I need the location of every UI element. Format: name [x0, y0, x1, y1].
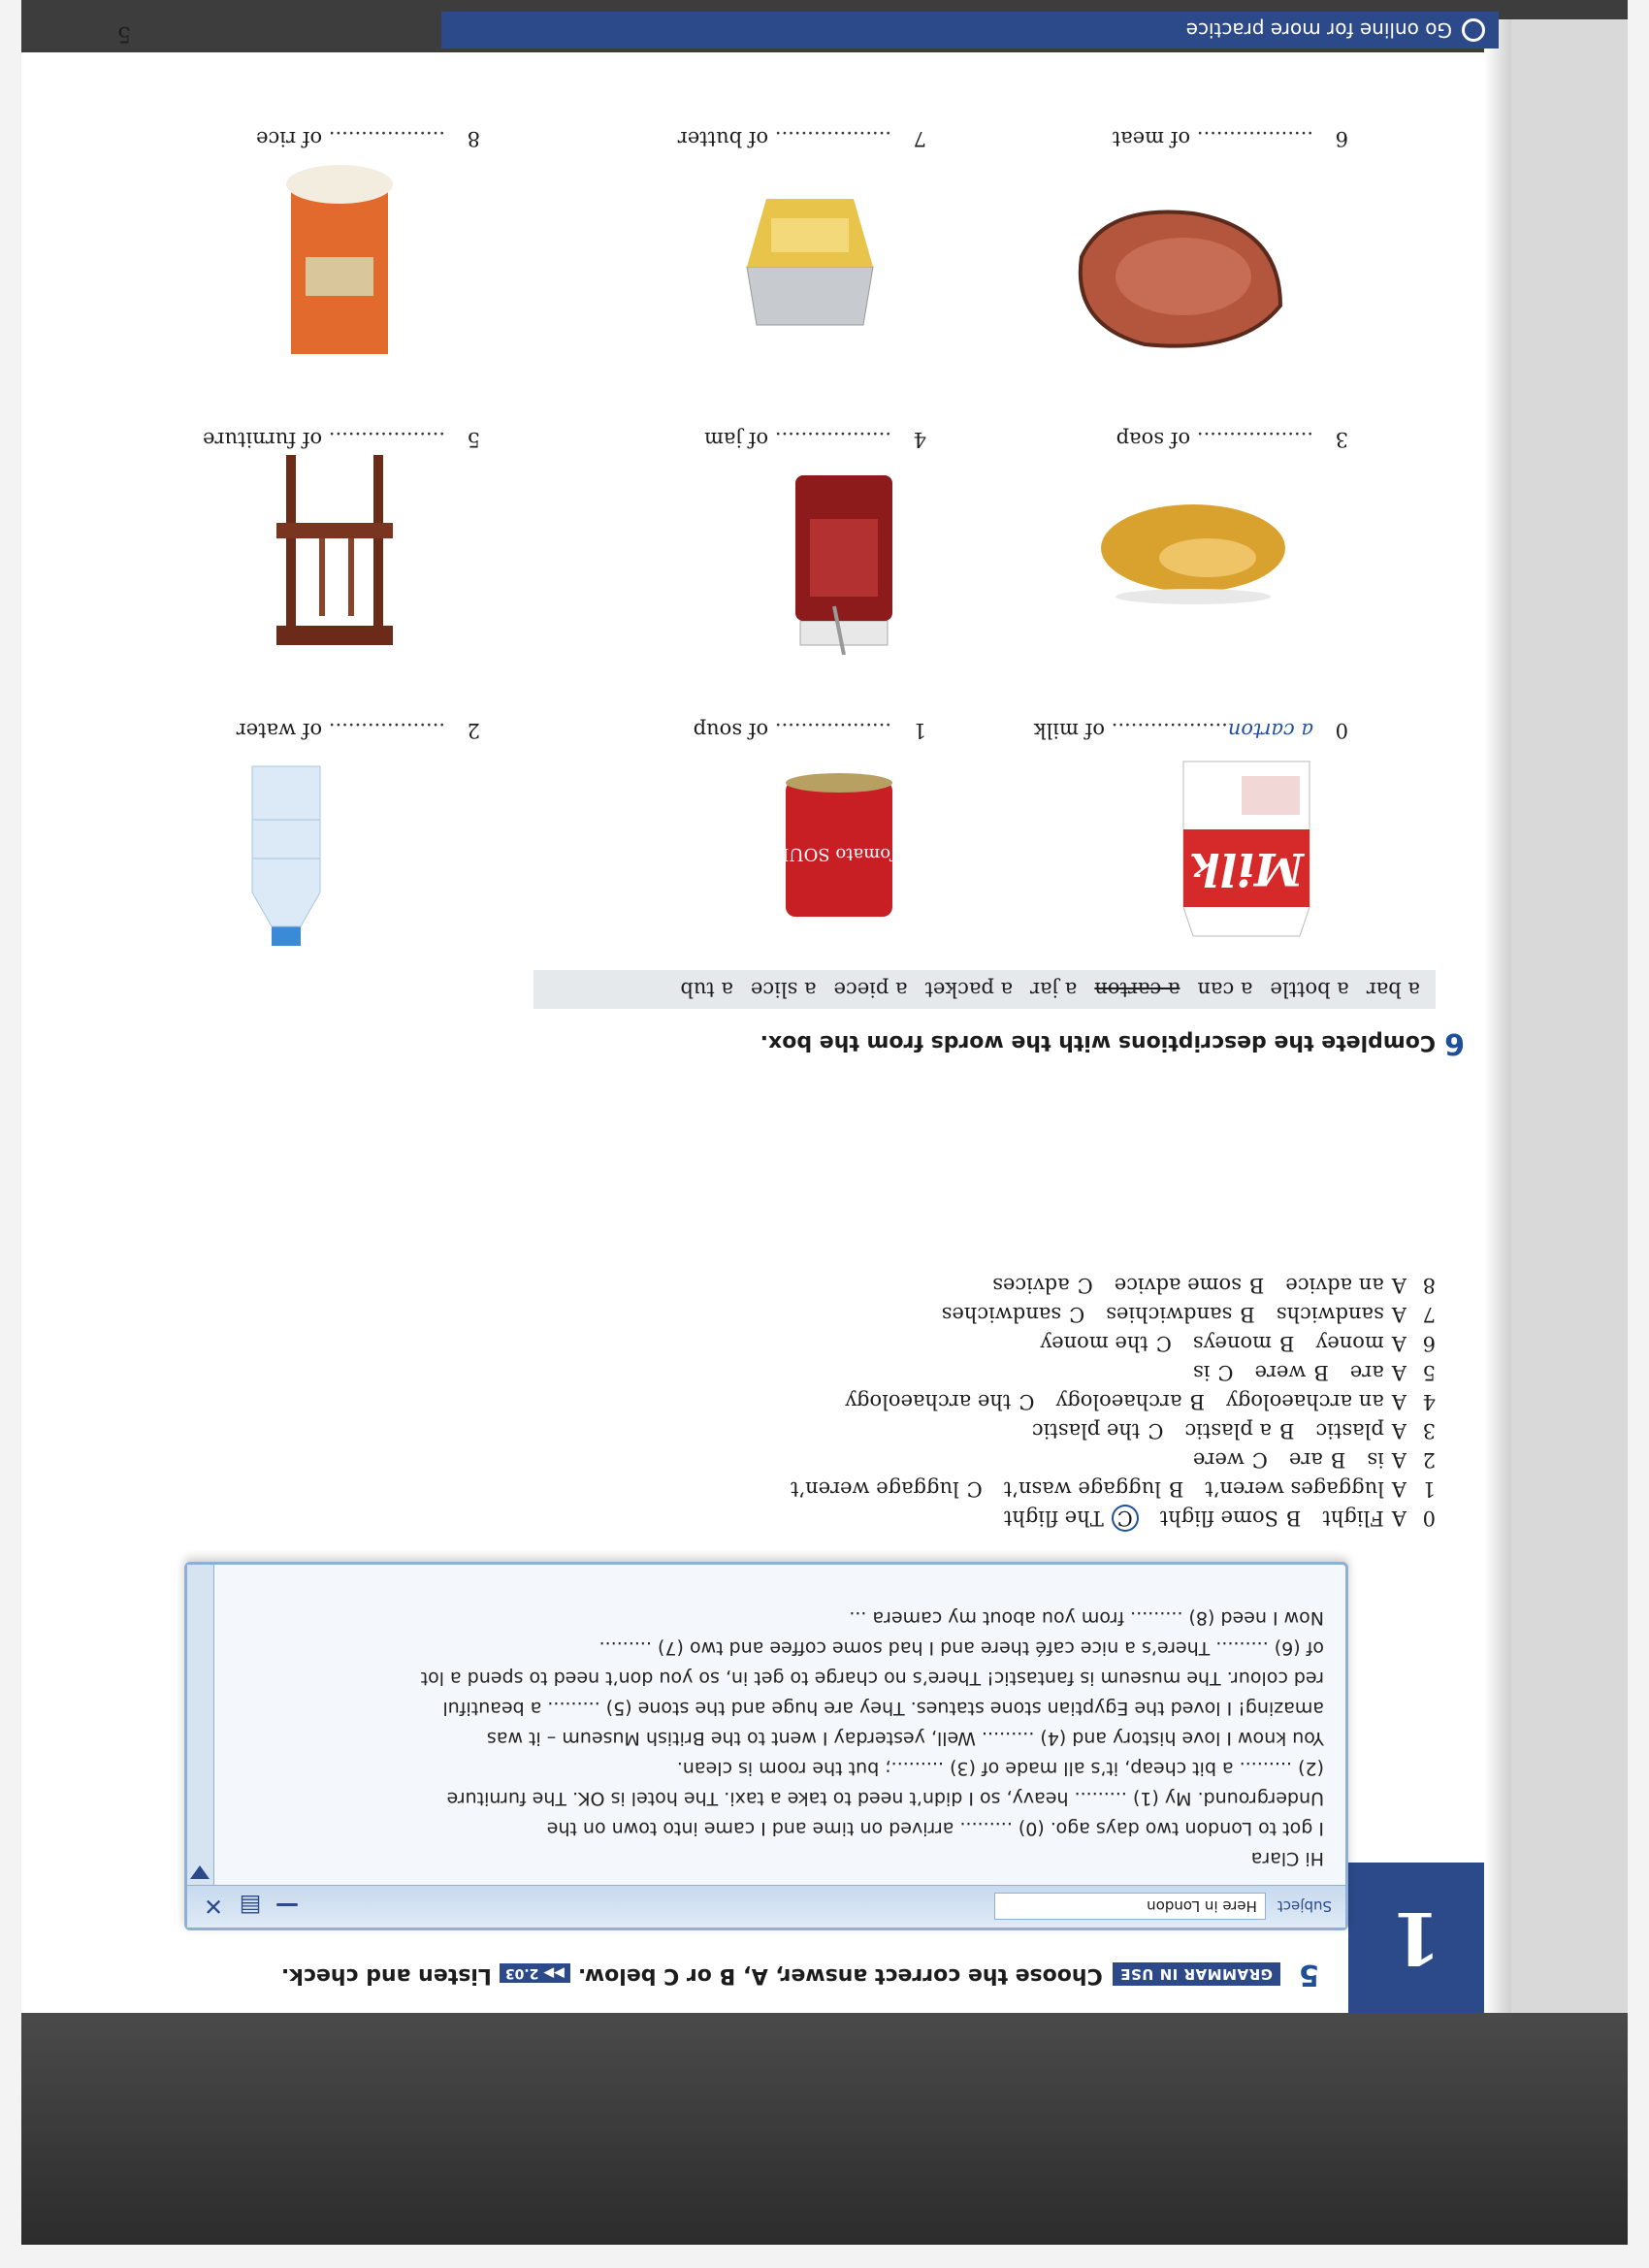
option-b: were: [1254, 1361, 1307, 1384]
exercise-5-heading: [281, 1962, 1280, 1988]
word-box-item: a piece: [833, 978, 908, 1001]
item-5: [203, 428, 480, 451]
email-line: You know I love history and (4) ......... Well, yesterday I went to the British Museum – it was: [486, 1728, 1324, 1749]
milk-label: Milk: [1189, 843, 1304, 895]
audio-track-number: 2.03: [504, 1965, 539, 1981]
scan-margin-bottom: [0, 2245, 1649, 2268]
item-blank: ..................: [328, 127, 445, 150]
option-a: sandwichs: [1276, 1303, 1384, 1326]
option-letter: B: [1189, 1390, 1205, 1413]
item-number: 5: [467, 428, 480, 451]
item-text: of water: [236, 719, 323, 742]
item-blank: ..................: [328, 719, 445, 742]
facing-page: [1511, 19, 1632, 2013]
option-c: The flight: [1003, 1507, 1104, 1530]
option-letter: A: [1391, 1390, 1406, 1413]
option-letter: B: [1279, 1332, 1295, 1355]
option-a: plastic: [1315, 1419, 1384, 1442]
word-box-item: a can: [1197, 978, 1253, 1001]
item-text: of rice: [256, 127, 323, 150]
item-blank: ..................: [774, 127, 891, 150]
email-line: I got to London two days ago. (0) ......... arrived on time and I came into town on the: [546, 1818, 1324, 1839]
item-6: [1113, 127, 1348, 150]
scan-bottom-shadow: [21, 2013, 1632, 2246]
word-box-item: a tub: [680, 978, 733, 1001]
exercise-5-number: 5: [1299, 1958, 1319, 1992]
item-number: 4: [913, 428, 926, 451]
email-line: Now I need (8) ......... from you about my camera ...: [849, 1607, 1324, 1629]
item-text: of soup: [693, 719, 769, 742]
word-box-item: a carton: [1094, 978, 1180, 1001]
item-8: [256, 127, 480, 150]
maximize-icon: ▤: [239, 1893, 262, 1921]
word-box-item: a bottle: [1270, 978, 1349, 1001]
option-b: a plastic: [1184, 1419, 1273, 1442]
item-blank: ..................: [1196, 127, 1313, 150]
option-letter: C: [1155, 1332, 1172, 1355]
option-letter: A: [1391, 1507, 1406, 1530]
email-scrollbar: [187, 1565, 214, 1885]
item-4: [704, 428, 926, 451]
question-row: [769, 1300, 1436, 1329]
exercise-6-number: 6: [1444, 1026, 1465, 1060]
option-letter: B: [1248, 1274, 1265, 1297]
option-letter: C: [1018, 1390, 1035, 1413]
meat-slice-image: [1067, 199, 1300, 364]
item-number: 2: [467, 719, 480, 742]
email-header: [187, 1885, 1345, 1928]
item-text: of furniture: [203, 428, 323, 451]
option-b: are: [1288, 1448, 1323, 1472]
option-letter: C: [966, 1477, 983, 1501]
item-7: [678, 127, 926, 150]
question-number: 7: [1422, 1303, 1436, 1326]
option-a: are: [1349, 1361, 1384, 1384]
option-letter: B: [1279, 1419, 1295, 1442]
item-text: of jam: [704, 428, 769, 451]
option-c: advices: [992, 1274, 1070, 1297]
option-letter: C: [1251, 1448, 1268, 1472]
option-letter: A: [1391, 1361, 1406, 1384]
option-letter: A: [1391, 1303, 1406, 1326]
scroll-down-icon: [190, 1865, 210, 1879]
option-letter: A: [1391, 1274, 1406, 1297]
question-number: 8: [1422, 1274, 1436, 1297]
email-line: (2) ......... a bit cheap, it’s all made of (3) .........; but the room is clean.: [676, 1758, 1324, 1779]
word-box-item: a packet: [924, 978, 1014, 1001]
window-buttons: [201, 1894, 300, 1921]
item-text: of meat: [1112, 127, 1191, 150]
question-row: [769, 1329, 1436, 1358]
question-number: 6: [1422, 1332, 1436, 1355]
question-number: 0: [1422, 1507, 1436, 1530]
item-0: [1034, 719, 1348, 742]
option-letter: B: [1168, 1477, 1184, 1501]
item-number: 7: [913, 127, 926, 150]
item-answer: a carton: [1227, 719, 1313, 742]
book-spine: [1484, 19, 1511, 2013]
question-number: 1: [1422, 1477, 1436, 1501]
question-row: [769, 1504, 1436, 1533]
unit-tab: 1: [1348, 1863, 1484, 2013]
option-letter: B: [1313, 1361, 1329, 1384]
butter-tub-image: [737, 189, 883, 344]
question-number: 2: [1422, 1448, 1436, 1472]
page-number: 5: [117, 21, 131, 46]
option-c: the archaeology: [845, 1390, 1012, 1413]
item-text: of milk: [1033, 719, 1106, 742]
jam-jar-image: [776, 461, 912, 655]
item-2: [237, 719, 480, 742]
word-box-item: a bar: [1366, 978, 1420, 1001]
item-number: 3: [1335, 428, 1348, 451]
question-number: 4: [1422, 1390, 1436, 1413]
question-row: [769, 1445, 1436, 1474]
option-letter: C: [1077, 1274, 1093, 1297]
answer-options: [769, 1271, 1436, 1533]
grammar-in-use-badge: GRAMMAR IN USE: [1113, 1962, 1280, 1986]
rice-packet-image: [281, 160, 398, 364]
email-line: amazing! I loved the Egyptian stone statues. They are huge and the stone (5) ......... a beautiful: [442, 1698, 1324, 1719]
item-number: 6: [1335, 127, 1348, 150]
option-b: archaeology: [1055, 1390, 1182, 1413]
option-b: Some flight: [1159, 1507, 1278, 1530]
option-letter: A: [1391, 1477, 1406, 1501]
item-blank: ..................: [774, 428, 891, 451]
subject-label: Subject: [1277, 1897, 1332, 1916]
word-box-item: a jar: [1030, 978, 1078, 1001]
item-number: 8: [467, 127, 480, 150]
email-line: Underground. My (1) ......... heavy, so I didn’t need to take a taxi. The hotel is OK. The furniture: [446, 1788, 1324, 1809]
option-c: were: [1192, 1448, 1245, 1472]
chair-image: [247, 451, 422, 655]
word-box-item: a slice: [750, 978, 817, 1001]
option-b: luggage wasn’t: [1003, 1477, 1161, 1501]
item-blank: ..................: [1196, 428, 1313, 451]
item-1: [694, 719, 926, 742]
option-letter: C: [1148, 1419, 1164, 1442]
item-number: 0: [1335, 719, 1348, 742]
question-row: [769, 1387, 1436, 1416]
question-row: [769, 1474, 1436, 1504]
item-number: 1: [913, 719, 926, 742]
go-online-icon: [1462, 18, 1485, 42]
soup-label: Tomato SOUP: [777, 844, 901, 864]
exercise-6-instruction: Complete the descriptions with the words from the box.: [760, 1030, 1436, 1054]
question-row: [769, 1416, 1436, 1445]
word-box: [534, 970, 1436, 1009]
audio-track-badge: ▶▶ 2.03: [500, 1963, 570, 1983]
email-line: of (6) ......... There’s a nice café there and I had some coffee and two (7) .........: [598, 1637, 1324, 1659]
option-letter: C: [1112, 1505, 1139, 1532]
water-bottle-image: [242, 761, 330, 946]
soup-can-image: [771, 771, 907, 926]
option-letter: B: [1285, 1507, 1302, 1530]
option-letter: B: [1240, 1303, 1255, 1326]
email-line: red colour. The museum is fantastic! There’s no charge to get in, so you don’t need to spend a lot: [420, 1668, 1324, 1689]
close-icon: ✕: [203, 1893, 224, 1921]
option-b: sandwichies: [1106, 1303, 1233, 1326]
question-row: [769, 1358, 1436, 1387]
scan-margin-right: [1628, 0, 1649, 2268]
option-a: Flight: [1322, 1507, 1384, 1530]
option-c: luggage weren’t: [791, 1477, 959, 1501]
soap-bar-image: [1091, 490, 1295, 626]
option-letter: A: [1391, 1419, 1406, 1442]
option-letter: C: [1069, 1303, 1085, 1326]
option-letter: C: [1217, 1361, 1234, 1384]
go-online-bar[interactable]: [441, 12, 1499, 49]
question-row: [769, 1271, 1436, 1300]
option-b: moneys: [1192, 1332, 1273, 1355]
question-number: 3: [1422, 1419, 1436, 1442]
email-greeting: Hi Clara: [1250, 1848, 1324, 1869]
email-window: [184, 1562, 1348, 1930]
textbook-page-upside-down: [21, 0, 1484, 2013]
exercise-5-instruction: Choose the correct answer, A, B or C below.: [577, 1963, 1103, 1988]
exercise-5-instruction-end: Listen and check.: [280, 1963, 492, 1988]
option-a: an archaeology: [1226, 1390, 1384, 1413]
go-online-text: Go online for more practice: [1185, 18, 1452, 42]
option-letter: A: [1391, 1448, 1406, 1472]
subject-field: Here in London: [994, 1894, 1266, 1921]
item-3: [1116, 428, 1348, 451]
option-a: luggages weren’t: [1205, 1477, 1384, 1501]
item-text: of soap: [1116, 428, 1191, 451]
milk-carton-image: [1164, 752, 1329, 946]
item-blank: ..................: [774, 719, 891, 742]
option-a: is: [1367, 1448, 1384, 1472]
option-c: sandwiches: [941, 1303, 1062, 1326]
item-blank: ..................: [1111, 719, 1228, 742]
option-a: money: [1315, 1332, 1384, 1355]
option-c: the plastic: [1031, 1419, 1141, 1442]
option-a: an advice: [1285, 1274, 1384, 1297]
item-blank: ..................: [328, 428, 445, 451]
email-body: [187, 1603, 1345, 1885]
minimize-icon: —: [275, 1893, 299, 1921]
option-b: some advice: [1114, 1274, 1242, 1297]
option-letter: A: [1391, 1332, 1406, 1355]
item-text: of butter: [677, 127, 769, 150]
question-number: 5: [1422, 1361, 1436, 1384]
option-c: the money: [1040, 1332, 1148, 1355]
option-c: is: [1192, 1361, 1211, 1384]
option-letter: B: [1330, 1448, 1346, 1472]
scan-margin-left: [0, 0, 21, 2268]
